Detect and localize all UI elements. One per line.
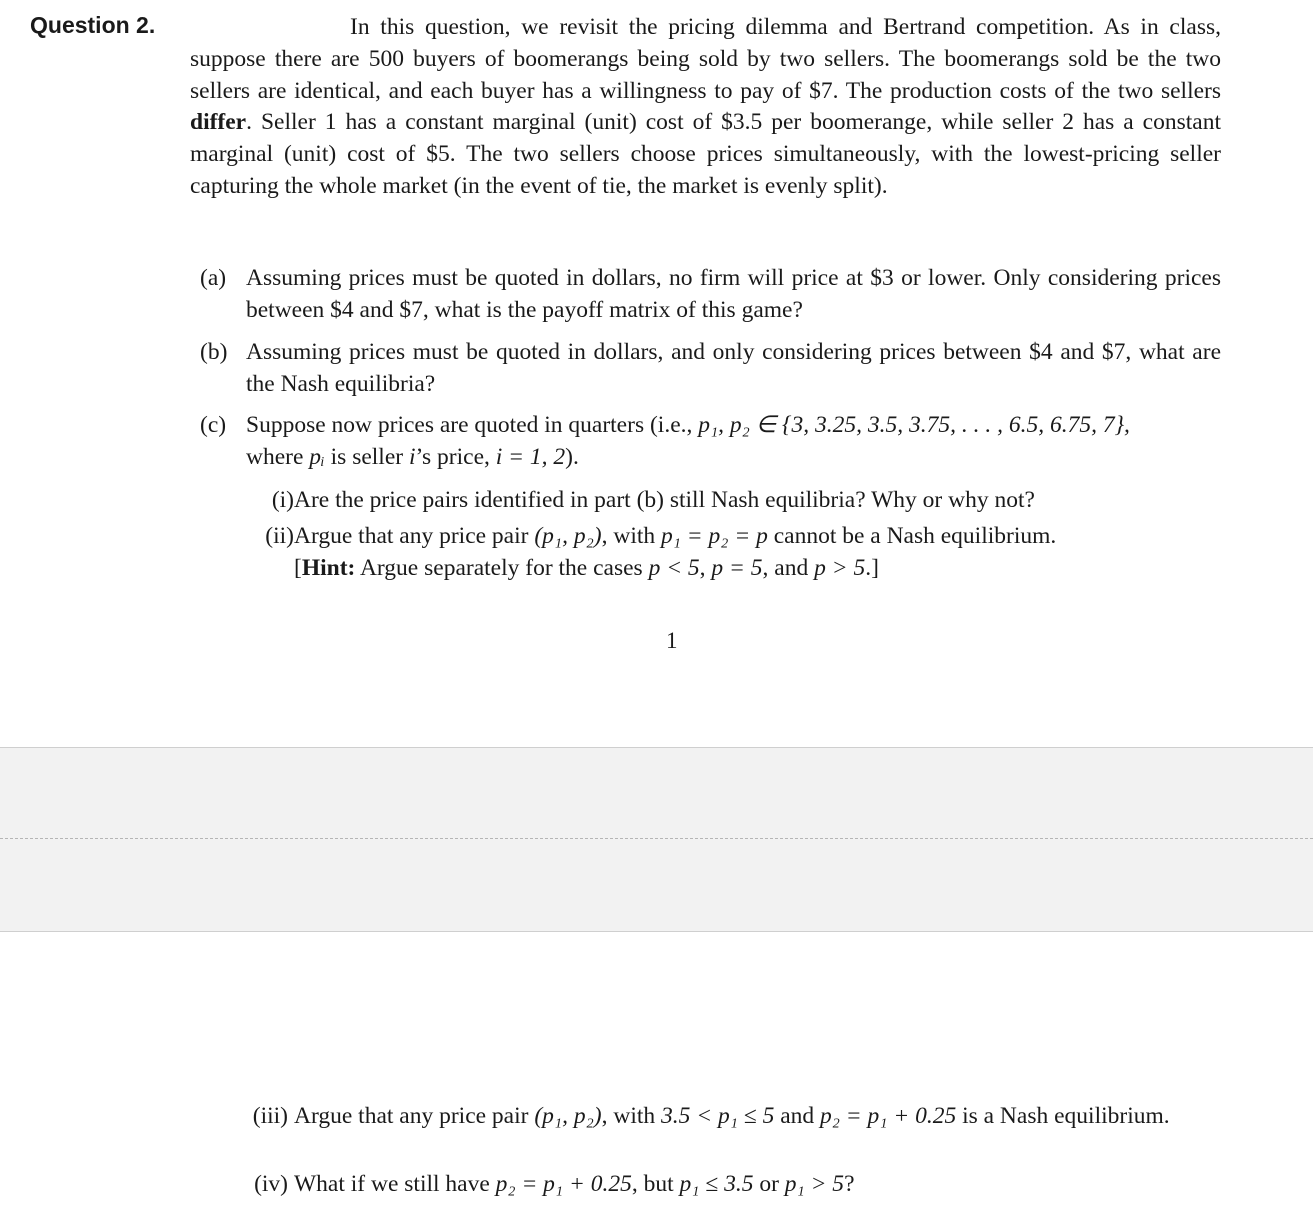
subpart-iii-text	[294, 1101, 1222, 1133]
subpart-ii-text	[294, 521, 1221, 585]
hint-math-2: p = 5	[711, 554, 763, 581]
page-break-line	[0, 838, 1313, 839]
subpart-iv-label: (iv)	[254, 1171, 288, 1197]
subpart-iv-text	[294, 1169, 1222, 1201]
subpart-i-label: (i)	[271, 487, 294, 513]
subpart-iii-math-eq: p₂ = p₁ + 0.25	[820, 1103, 957, 1129]
part-c-text-end: ).	[565, 443, 579, 470]
subpart-iv-math-c2: p₁ > 5	[784, 1171, 845, 1197]
part-c-text-mid: where	[246, 443, 310, 470]
subpart-ii-text-mid: , with	[601, 523, 662, 549]
subpart-iii-math-pair: (p₁, p₂)	[534, 1103, 602, 1129]
part-c-math-range: i = 1, 2	[495, 443, 566, 470]
hint-math-3: p > 5	[814, 554, 866, 581]
part-c-text-post: ’s price,	[415, 443, 496, 470]
hint-sep-1: ,	[699, 554, 712, 581]
subpart-ii-math-eq: p₁ = p₂ = p	[661, 523, 768, 549]
intro-text-pre: In this question, we revisit the pricing dilemma and Bertrand competition. As in class, suppose there are 500 buyers of boomerangs being sold by two sellers. The boomerangs sold be the two sellers are identical, and each buyer has a willingness to pay of $7. The production costs of the two sellers	[190, 14, 1221, 104]
subpart-iv-text-pre: What if we still have	[294, 1171, 496, 1197]
subpart-iii-text-and: and	[774, 1103, 821, 1129]
subpart-iv-math-c1: p₁ ≤ 3.5	[679, 1171, 754, 1197]
part-b-label: (b)	[200, 339, 228, 365]
question-intro	[190, 12, 1221, 203]
subpart-iii-math-cond: 3.5 < p₁ ≤ 5	[661, 1103, 775, 1129]
subpart-i-text: Are the price pairs identified in part (b) still Nash equilibria? Why or why not?	[294, 487, 1035, 513]
hint-math-1: p < 5	[648, 554, 700, 581]
subpart-ii-text-pre: Argue that any price pair	[294, 523, 535, 549]
hint-open-bracket: [	[294, 554, 302, 581]
subpart-iv-math-eq: p₂ = p₁ + 0.25	[495, 1171, 632, 1197]
part-c-math-set: p₁, p₂ ∈ {3, 3.25, 3.5, 3.75, . . . , 6.5, 6.75, 7},	[698, 412, 1130, 438]
page-separator	[0, 747, 1313, 932]
page-number: 1	[666, 628, 678, 653]
part-a-text: Assuming prices must be quoted in dollars, no firm will price at $3 or lower. Only considering prices between $4 and $7, what is the payoff matrix of this game?	[246, 265, 1221, 323]
part-b-text: Assuming prices must be quoted in dollars, and only considering prices between $4 and $7, what are the Nash equilibria?	[246, 339, 1221, 397]
hint-close-bracket: .]	[865, 554, 879, 581]
subpart-iii-label: (iii)	[252, 1103, 288, 1129]
part-c-math-i: i	[408, 443, 416, 470]
subpart-iv-text-mid: , but	[631, 1171, 680, 1197]
subpart-iii-text-post: is a Nash equilibrium.	[956, 1103, 1170, 1129]
subpart-ii-text-post: cannot be a Nash equilibrium.	[767, 523, 1057, 549]
intro-text-post: . Seller 1 has a constant marginal (unit) cost of $3.5 per boomerange, while seller 2 has a constant marginal (unit) cost of $5. The two sellers choose prices simultaneously, with the lowest-pricing seller capturing the whole market (in the event of tie, the market is evenly split).	[190, 109, 1221, 199]
part-a-label: (a)	[200, 265, 227, 291]
subpart-iii-text-pre: Argue that any price pair	[294, 1103, 535, 1129]
hint-label: Hint:	[301, 554, 356, 581]
question-heading: Question 2.	[30, 12, 156, 38]
hint-sep-2: , and	[762, 554, 815, 581]
hint-text: Argue separately for the cases	[355, 554, 649, 581]
subpart-ii-math-pair: (p₁, p₂)	[534, 523, 602, 549]
part-c-label: (c)	[200, 412, 227, 438]
part-c-text	[246, 410, 1221, 474]
part-c-math-pi: pᵢ	[309, 443, 325, 470]
part-c-text-mid2: is seller	[324, 443, 409, 470]
subpart-iv-text-post: ?	[844, 1171, 855, 1197]
subpart-ii-label: (ii)	[265, 523, 294, 549]
subpart-iii-text-mid: , with	[601, 1103, 662, 1129]
subpart-iv-text-or: or	[753, 1171, 785, 1197]
part-c-text-pre: Suppose now prices are quoted in quarters (i.e.,	[246, 412, 699, 438]
intro-text-bold: differ	[190, 109, 247, 136]
